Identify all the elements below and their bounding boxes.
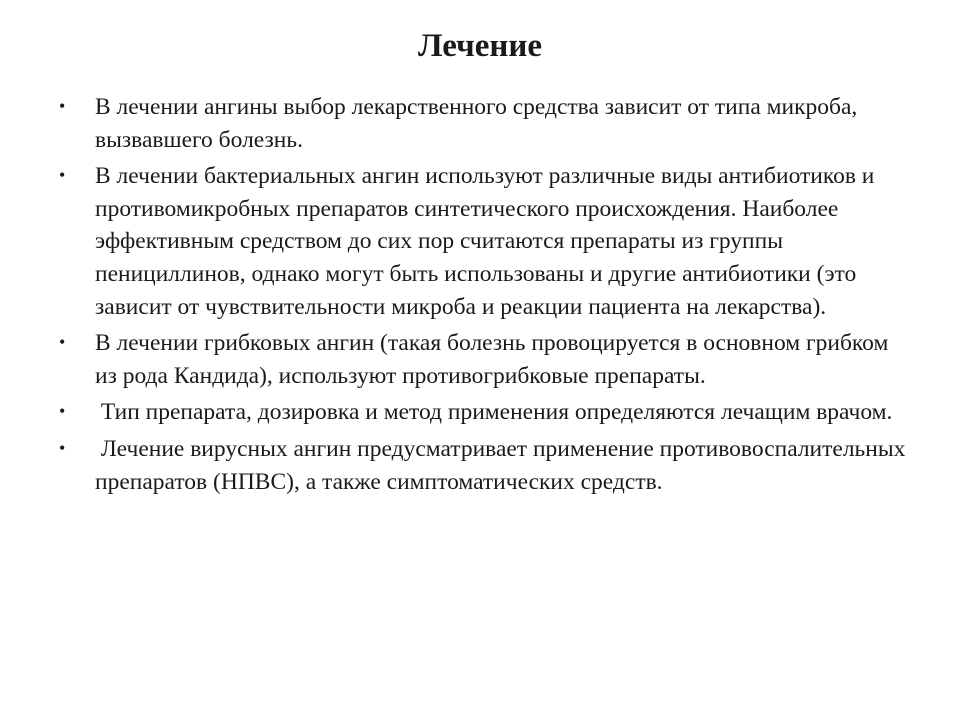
bullet-item — [54, 396, 914, 429]
bullet-item — [54, 327, 914, 392]
bullet-item — [54, 91, 914, 156]
bullet-dot-icon: • — [59, 437, 66, 458]
bullet-dot-icon: • — [59, 96, 66, 116]
bullet-item — [54, 160, 914, 323]
bullet-item — [54, 433, 914, 498]
bullet-dot-icon: • — [59, 401, 66, 422]
bullet-text: В лечении грибковых ангин (такая болезнь провоцируется в основном грибком из рода Кандида), используют противогрибковые препараты. — [95, 330, 895, 389]
bullet-text: Лечение вирусных ангин предусматривает применение противовоспалительных препаратов (НПВС), а также симптоматических средств. — [95, 435, 912, 495]
bullet-dot-icon: • — [59, 165, 66, 186]
bullet-text: Тип препарата, дозировка и метод применения определяются лечащим врачом. — [95, 399, 893, 426]
bullet-list — [54, 91, 914, 502]
bullet-dot-icon: • — [59, 332, 66, 353]
bullet-text: В лечении бактериальных ангин используют различные виды антибиотиков и противомикробных препаратов синтетического происхождения. Наиболее эффективным средством до сих пор считаются препараты из группы пенициллинов, однако могут быть использованы и другие антибиотики (это зависит от чувствительности микроба и реакции пациента на лекарства). — [95, 163, 881, 320]
slide-title: Лечение — [417, 28, 543, 64]
bullet-text: В лечении ангины выбор лекарственного средства зависит от типа микроба, вызвавшего болезнь. — [95, 94, 864, 153]
